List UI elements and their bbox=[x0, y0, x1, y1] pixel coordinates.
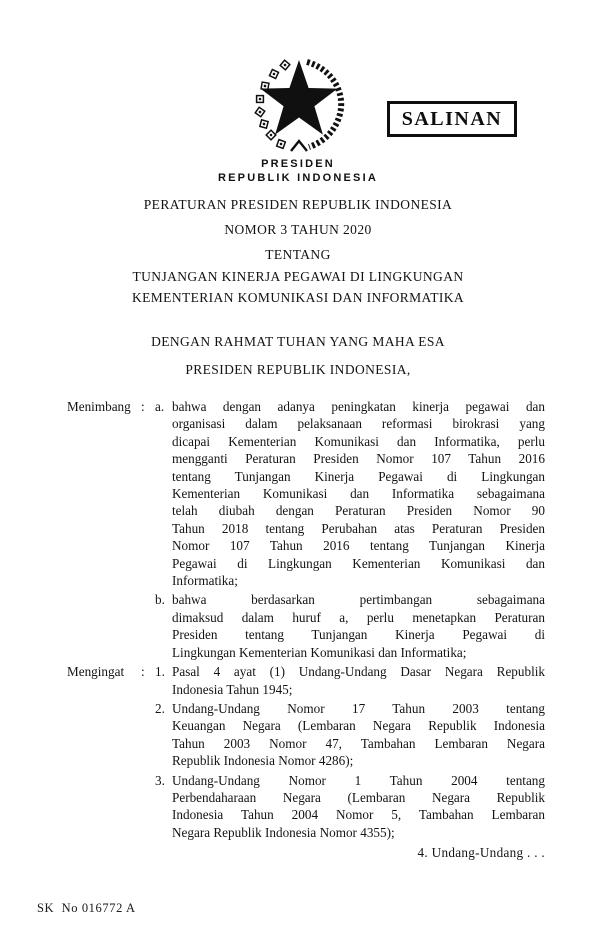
text-line: Undang-Undang Nomor 1 Tahun 2004 tentang bbox=[172, 772, 545, 788]
salinan-stamp bbox=[387, 101, 517, 137]
recalling-colon: : bbox=[141, 664, 145, 680]
text-line: Negara Republik Indonesia Nomor 4355); bbox=[172, 824, 395, 840]
recalling-items bbox=[155, 663, 545, 841]
item-marker: 2. bbox=[155, 700, 165, 716]
clause-item bbox=[155, 591, 545, 661]
recalling-clause bbox=[67, 663, 545, 841]
recalling-label: Mengingat bbox=[67, 664, 125, 680]
presidential-star-emblem bbox=[249, 56, 349, 158]
considering-items bbox=[155, 398, 545, 661]
item-marker: b. bbox=[155, 592, 165, 608]
text-line: organisasi dalam pelaksanaan reformasi birokrasi yang bbox=[172, 416, 545, 432]
star-wreath-icon bbox=[249, 56, 349, 153]
text-line: Tahun 2018 tentang Perubahan atas Peraturan Presiden bbox=[172, 520, 545, 536]
invocation-line: DENGAN RAHMAT TUHAN YANG MAHA ESA bbox=[151, 334, 445, 349]
considering-colon: : bbox=[141, 399, 145, 414]
clause-item bbox=[155, 700, 545, 770]
item-text bbox=[172, 772, 545, 842]
clause-item bbox=[155, 398, 545, 589]
text-line: Perbendaharaan Negara (Lembaran Negara Republik bbox=[172, 789, 545, 805]
item-text bbox=[172, 591, 545, 661]
document-body bbox=[67, 398, 545, 862]
text-line: Pegawai di Lingkungan Kementerian Komunikasi dan bbox=[172, 555, 545, 571]
text-line: dimaksud dalam huruf a, perlu menetapkan Peraturan bbox=[172, 609, 545, 625]
text-line: Kementerian Komunikasi dan Informatika sebagaimana bbox=[172, 486, 545, 502]
text-line: Undang-Undang Nomor 17 Tahun 2003 tentang bbox=[172, 700, 545, 716]
clause-item bbox=[155, 772, 545, 842]
text-line: Republik Indonesia Nomor 4286); bbox=[172, 753, 354, 769]
salinan-stamp-label: SALINAN bbox=[401, 107, 503, 130]
text-line: Presiden tentang Tunjangan Kinerja Pegawai di bbox=[172, 627, 545, 643]
text-line: Keuangan Negara (Lembaran Negara Republik Indonesia bbox=[172, 718, 545, 734]
item-text bbox=[172, 663, 545, 698]
item-text bbox=[172, 700, 545, 770]
text-line: dicapai Kementerian Komunikasi dan Informatika, perlu bbox=[172, 433, 545, 449]
text-line: Indonesia Tahun 2004 Nomor 5, Tambahan Lembaran bbox=[172, 807, 545, 823]
title-doc-type: PERATURAN PRESIDEN REPUBLIK INDONESIA bbox=[143, 197, 453, 212]
title-about-label: TENTANG bbox=[265, 247, 331, 262]
clause-item bbox=[155, 663, 545, 698]
text-line: mengganti Peraturan Presiden Nomor 107 Tahun 2016 bbox=[172, 451, 545, 467]
item-marker: a. bbox=[155, 399, 165, 414]
text-line: bahwa dengan adanya peningkatan kinerja pegawai dan bbox=[172, 399, 545, 414]
considering-clause bbox=[67, 398, 545, 661]
text-line: Pasal 4 ayat (1) Undang-Undang Dasar Negara Republik bbox=[172, 664, 545, 680]
letterhead-presiden: PRESIDEN bbox=[261, 158, 335, 170]
page-catchword: 4. Undang-Undang . . . bbox=[417, 845, 545, 861]
item-text bbox=[172, 398, 545, 589]
text-line: Tahun 2003 Nomor 47, Tambahan Lembaran Negara bbox=[172, 735, 545, 751]
text-line: tentang Tunjangan Kinerja Pegawai di Lingkungan bbox=[172, 468, 545, 484]
item-marker: 1. bbox=[155, 664, 165, 680]
title-number: NOMOR 3 TAHUN 2020 bbox=[224, 222, 372, 237]
item-marker: 3. bbox=[155, 772, 165, 788]
text-line: telah diubah dengan Peraturan Presiden Nomor 90 bbox=[172, 503, 545, 519]
title-subject-line1: TUNJANGAN KINERJA PEGAWAI DI LINGKUNGAN bbox=[132, 269, 464, 284]
text-line: bahwa berdasarkan pertimbangan sebagaimana bbox=[172, 592, 545, 608]
title-subject-line2: KEMENTERIAN KOMUNIKASI DAN INFORMATIKA bbox=[131, 290, 465, 305]
letterhead-republik-indonesia: REPUBLIK INDONESIA bbox=[218, 172, 378, 184]
authority-line: PRESIDEN REPUBLIK INDONESIA, bbox=[185, 362, 411, 377]
footer-sk-number: SK No 016772 A bbox=[37, 901, 136, 915]
text-line: Nomor 107 Tahun 2016 tentang Tunjangan Kinerja bbox=[172, 538, 545, 554]
considering-label: Menimbang bbox=[67, 399, 131, 414]
text-line: Indonesia Tahun 1945; bbox=[172, 681, 293, 697]
text-line: Lingkungan Kementerian Komunikasi dan Informatika; bbox=[172, 644, 467, 660]
text-line: Informatika; bbox=[172, 573, 238, 589]
